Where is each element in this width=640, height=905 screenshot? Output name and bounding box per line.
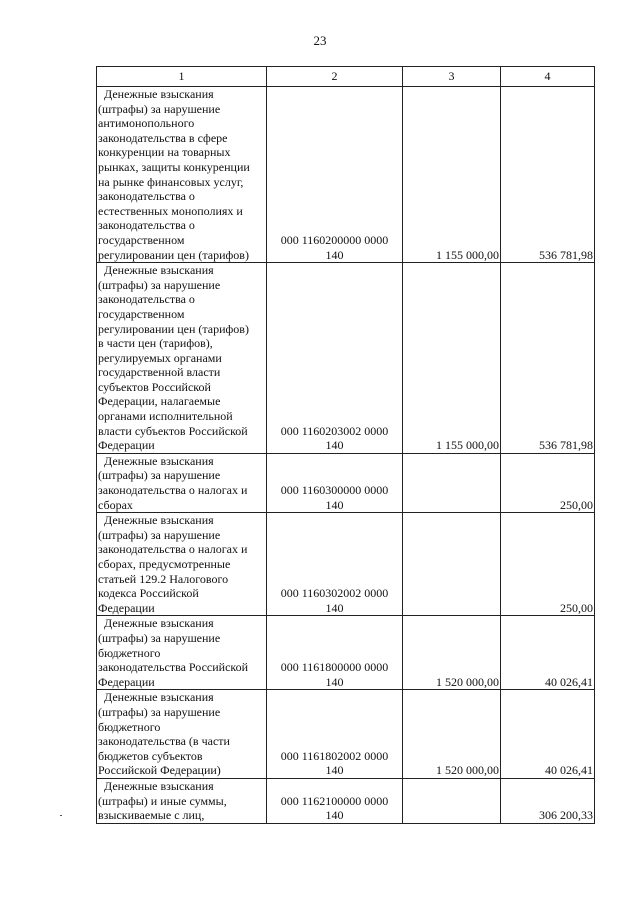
description-line: Денежные взыскания <box>104 616 214 631</box>
description-line: регулировании цен (тарифов) <box>98 247 249 262</box>
table-row <box>97 616 595 690</box>
description-line: законодательства о <box>98 292 195 307</box>
table-row <box>97 453 595 512</box>
budget-revenue-table <box>96 66 595 824</box>
description-line: государственной власти <box>98 365 221 380</box>
code-line: 140 <box>325 600 344 615</box>
description-line: (штрафы) за нарушение <box>98 468 221 483</box>
description-line: законодательства о <box>98 189 195 204</box>
code-line: 140 <box>325 438 344 453</box>
description-line: бюджетного <box>98 719 161 734</box>
revenue-description-cell <box>97 453 267 512</box>
description-line: государственном <box>98 306 185 321</box>
description-line: законодательства Российской <box>98 660 249 675</box>
code-line: 140 <box>325 497 344 512</box>
actual-amount-cell: 250,00 <box>501 453 595 512</box>
description-line: законодательства о налогах и <box>98 483 248 498</box>
description-line: бюджетного <box>98 645 161 660</box>
budget-classification-code-cell <box>267 778 403 823</box>
code-line: 000 1160300000 0000 <box>280 483 389 498</box>
planned-amount-cell: 1 520 000,00 <box>403 690 501 779</box>
description-line: законодательства о налогах и <box>98 542 248 557</box>
planned-amount-cell <box>403 778 501 823</box>
description-line: государственном <box>98 232 185 247</box>
table-body <box>97 87 595 824</box>
description-line: естественных монополиях и <box>98 203 243 218</box>
actual-amount-cell: 536 781,98 <box>501 263 595 454</box>
budget-classification-code-cell <box>267 87 403 263</box>
page-number: 23 <box>313 33 327 48</box>
description-line: (штрафы) за нарушение <box>98 101 221 116</box>
revenue-description-cell <box>97 513 267 616</box>
actual-amount-cell: 536 781,98 <box>501 87 595 263</box>
description-line: Федерации <box>98 600 155 615</box>
budget-classification-code-cell <box>267 690 403 779</box>
table-row <box>97 87 595 263</box>
description-line: Российской Федерации) <box>98 763 221 778</box>
code-line: 140 <box>325 763 344 778</box>
code-line: 000 1162100000 0000 <box>280 793 389 808</box>
budget-classification-code-cell <box>267 513 403 616</box>
planned-amount-cell <box>403 513 501 616</box>
description-line: Денежные взыскания <box>104 453 214 468</box>
description-line: на рынке финансовых услуг, <box>98 174 244 189</box>
code-line: 000 1160302002 0000 <box>280 586 389 601</box>
description-line: законодательства в сфере <box>98 130 228 145</box>
code-line: 000 1160203002 0000 <box>280 423 389 438</box>
description-line: бюджетов субъектов <box>98 748 203 763</box>
table-row <box>97 778 595 823</box>
scan-artifact-mark <box>60 815 62 816</box>
revenue-description-cell <box>97 778 267 823</box>
description-line: законодательства (в части <box>98 734 230 749</box>
column-header-1: 1 <box>97 67 267 87</box>
description-line: конкуренции на товарных <box>98 145 231 160</box>
table-header-row <box>97 67 595 87</box>
description-line: субъектов Российской <box>98 379 211 394</box>
description-line: Денежные взыскания <box>104 87 214 101</box>
description-line: (штрафы) за нарушение <box>98 527 221 542</box>
description-line: регулировании цен (тарифов) <box>98 321 249 336</box>
description-line: (штрафы) за нарушение <box>98 704 221 719</box>
budget-classification-code-cell <box>267 263 403 454</box>
code-line: 140 <box>325 247 344 262</box>
budget-classification-code-cell <box>267 616 403 690</box>
column-header-4: 4 <box>501 67 595 87</box>
table-row <box>97 263 595 454</box>
description-line: сборах, предусмотренные <box>98 557 231 571</box>
description-line: сборах <box>98 497 133 512</box>
description-line: взыскиваемые с лиц, <box>98 808 205 823</box>
planned-amount-cell <box>403 453 501 512</box>
table-row <box>97 690 595 779</box>
revenue-description-cell <box>97 263 267 454</box>
actual-amount-cell: 40 026,41 <box>501 616 595 690</box>
planned-amount-cell: 1 155 000,00 <box>403 263 501 454</box>
revenue-description-cell <box>97 690 267 779</box>
planned-amount-cell: 1 520 000,00 <box>403 616 501 690</box>
actual-amount-cell: 306 200,33 <box>501 778 595 823</box>
description-line: (штрафы) за нарушение <box>98 277 221 292</box>
description-line: органами исполнительной <box>98 409 233 424</box>
description-line: Федерации <box>98 674 155 689</box>
description-line: рынках, защиты конкуренции <box>98 159 250 174</box>
actual-amount-cell: 250,00 <box>501 513 595 616</box>
description-line: (штрафы) и иные суммы, <box>98 793 227 808</box>
description-line: антимонопольного <box>98 116 195 131</box>
table-row <box>97 513 595 616</box>
description-line: Денежные взыскания <box>104 690 214 705</box>
revenue-description-cell <box>97 87 267 263</box>
description-line: Денежные взыскания <box>104 778 214 793</box>
planned-amount-cell: 1 155 000,00 <box>403 87 501 263</box>
column-header-2: 2 <box>267 67 403 87</box>
description-line: статьей 129.2 Налогового <box>98 571 229 586</box>
actual-amount-cell: 40 026,41 <box>501 690 595 779</box>
description-line: (штрафы) за нарушение <box>98 630 221 645</box>
code-line: 000 1161800000 0000 <box>280 660 389 675</box>
description-line: Денежные взыскания <box>104 263 214 278</box>
budget-classification-code-cell <box>267 453 403 512</box>
code-line: 140 <box>325 674 344 689</box>
description-line: в части цен (тарифов), <box>98 336 213 351</box>
description-line: регулируемых органами <box>98 350 222 365</box>
code-line: 140 <box>325 808 344 823</box>
description-line: кодекса Российской <box>98 586 199 601</box>
code-line: 000 1161802002 0000 <box>280 748 389 763</box>
revenue-description-cell <box>97 616 267 690</box>
description-line: власти субъектов Российской <box>98 423 248 438</box>
description-line: Денежные взыскания <box>104 513 214 528</box>
description-line: законодательства о <box>98 218 195 233</box>
code-line: 000 1160200000 0000 <box>280 232 389 247</box>
column-header-3: 3 <box>403 67 501 87</box>
description-line: Федерации <box>98 438 155 453</box>
description-line: Федерации, налагаемые <box>98 394 221 409</box>
